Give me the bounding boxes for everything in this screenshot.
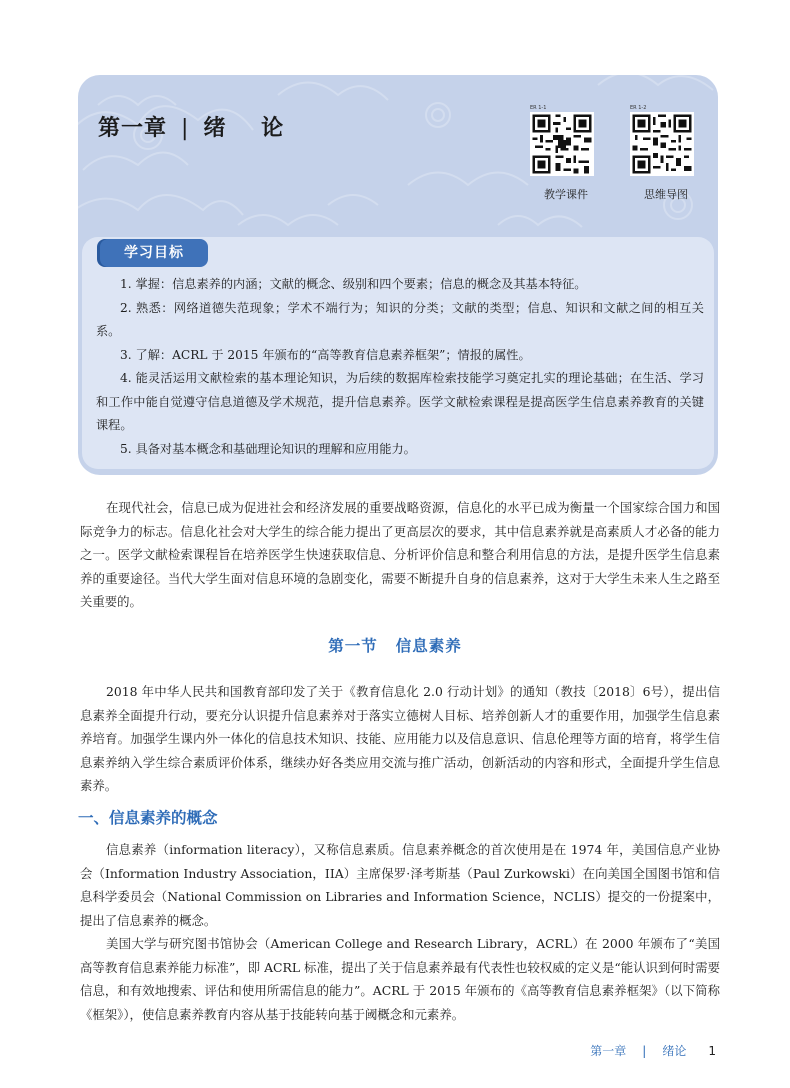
- qr-mindmap[interactable]: [630, 105, 702, 202]
- objective-item: 1. 掌握：信息素养的内涵；文献的概念、级别和四个要素；信息的概念及其基本特征。: [120, 277, 587, 291]
- section-heading: [0, 634, 790, 656]
- page-number: 1: [708, 1044, 716, 1058]
- section-title: 信息素养: [395, 637, 462, 655]
- qr-courseware[interactable]: [530, 105, 602, 202]
- qr-code-icon[interactable]: [530, 112, 594, 176]
- qr-mindmap-label: 思维导图: [644, 188, 688, 201]
- chapter-title: [98, 111, 297, 142]
- learning-objectives-panel: [82, 237, 714, 469]
- footer-separator: |: [642, 1044, 647, 1058]
- objective-item: 2. 熟悉：网络道德失范现象；学术不端行为；知识的分类；文献的类型；信息、知识和文献之间的相互关系。: [96, 300, 704, 338]
- qr-courseware-tag: ER 1-1: [530, 105, 547, 111]
- chapter-label: 第一章: [98, 116, 168, 141]
- objective-item: 5. 具备对基本概念和基础理论知识的理解和应用能力。: [120, 441, 416, 456]
- intro-paragraph: 在现代社会，信息已成为促进社会和经济发展的重要战略资源，信息化的水平已成为衡量一个国家综合国力和国际竞争力的标志。信息化社会对大学生的综合能力提出了更高层次的要求，其中信息素养就是高素质人才必备的能力之一。医学文献检索课程旨在培养医学生快速获取信息、分析评价信息和整合利用信息的方法，是提升医学生信息素养的重要途径。当代大学生面对信息环境的急剧变化，需要不断提升自身的信息素养，这对于大学生未来人生之路至关重要的。: [80, 500, 720, 609]
- learning-objectives-badge: 学习目标: [100, 239, 208, 267]
- objective-item: 4. 能灵活运用文献检索的基本理论知识，为后续的数据库检索技能学习奠定扎实的理论基础；在生活、学习和工作中能自觉遵守信息道德及学术规范，提升信息素养。医学文献检索课程是提高医学生信息素养教育的关键课程。: [96, 371, 704, 432]
- subsection-heading: 一、信息素养的概念: [78, 809, 218, 827]
- qr-mindmap-tag: ER 1-2: [630, 105, 647, 111]
- chapter-header-card: [78, 75, 718, 475]
- qr-courseware-label: 教学课件: [544, 188, 588, 201]
- chapter-title-separator: |: [181, 116, 190, 141]
- section-paragraph: 2018 年中华人民共和国教育部印发了关于《教育信息化 2.0 行动计划》的通知（教技〔2018〕6号），提出信息素养全面提升行动，要充分认识提升信息素养对于落实立德树人目标、培养创新人才的重要作用，加强学生信息素养培育。加强学生课内外一体化的信息技术知识、技能、应用能力以及信息意识、信息伦理等方面的培育，将学生信息素养纳入学生综合素质评价体系，继续办好各类应用交流与推广活动，创新活动的内容和形式，全面提升学生信息素养。: [80, 684, 720, 793]
- concept-paragraph-1: 信息素养（information literacy），又称信息素质。信息素养概念的首次使用是在 1974 年，美国信息产业协会（Information Industry Association，IIA）主席保罗·泽考斯基（Paul Zurkowski）在向美国全国图书馆和信息科学委员会（National Commission on Libraries and Information Science，NCLIS）提交的一份提案中，提出了信息素养的概念。: [80, 842, 720, 928]
- page-footer: [590, 1042, 716, 1059]
- learning-objectives-list: [96, 273, 704, 461]
- section-number: 第一节: [328, 637, 378, 655]
- qr-code-icon[interactable]: [630, 112, 694, 176]
- footer-chapter-label: 第一章: [590, 1044, 627, 1058]
- concept-paragraph-2: 美国大学与研究图书馆协会（American College and Research Library，ACRL）在 2000 年颁布了“美国高等教育信息素养能力标准”，即 ACRL 标准，提出了关于信息素养最有代表性也较权威的定义是“能认识到何时需要信息，和有效地搜索、评估和使用所需信息的能力”。ACRL 于 2015 年颁布的《高等教育信息素养框架》（以下简称《框架》），使信息素养教育内容从基于技能转向基于阈概念和元素养。: [80, 936, 720, 1022]
- chapter-name: 绪 论: [203, 116, 298, 141]
- footer-chapter-name: 绪论: [662, 1044, 687, 1058]
- objective-item: 3. 了解：ACRL 于 2015 年颁布的“高等教育信息素养框架”；情报的属性。: [120, 347, 531, 362]
